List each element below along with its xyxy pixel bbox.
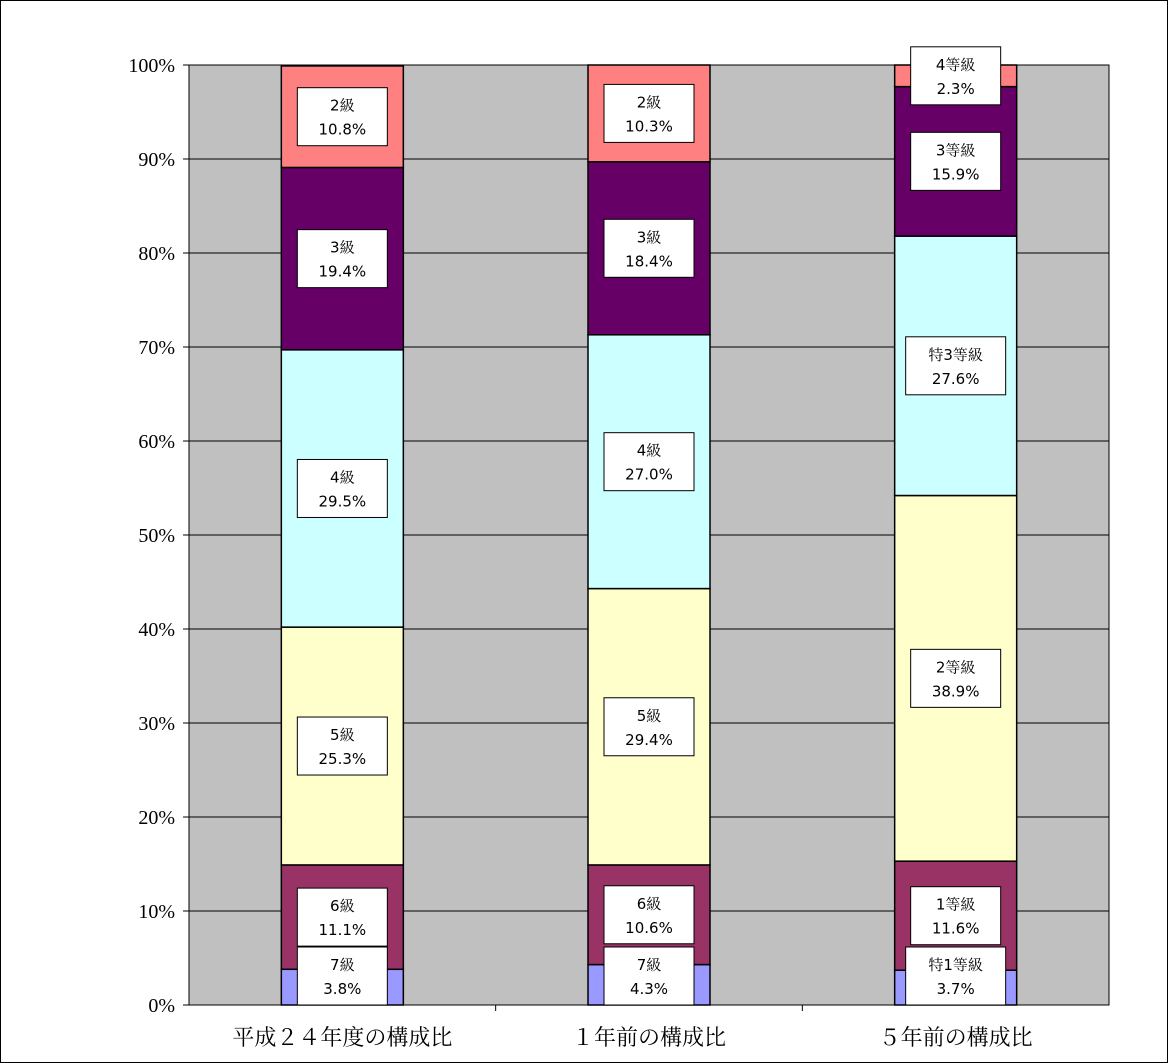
y-tick-label: 40% <box>138 619 175 641</box>
data-label-name: 2級 <box>330 96 355 115</box>
data-label-value: 29.5% <box>318 492 367 511</box>
data-label-name: 6級 <box>330 897 355 916</box>
y-tick-label: 70% <box>138 337 175 359</box>
y-tick-label: 0% <box>148 995 175 1017</box>
y-tick-label: 90% <box>138 149 175 171</box>
data-label <box>297 459 387 517</box>
data-label <box>604 947 694 1005</box>
data-label-value: 11.6% <box>931 919 980 938</box>
y-tick-label: 10% <box>138 901 175 923</box>
data-label-name: 7級 <box>330 956 355 974</box>
data-label-value: 10.8% <box>318 120 367 139</box>
data-label <box>604 433 694 491</box>
y-tick-label: 20% <box>138 807 175 829</box>
data-label-name: 特3等級 <box>928 345 983 364</box>
data-label-name: 5級 <box>330 726 355 745</box>
x-tick-label: 平成２４年度の構成比 <box>232 1025 453 1050</box>
data-label-name: 5級 <box>636 706 662 725</box>
data-label-name: 3級 <box>330 238 355 257</box>
data-label-name: 2等級 <box>935 658 976 677</box>
data-label-value: 4.3% <box>629 980 669 998</box>
data-label-value: 25.3% <box>318 750 367 769</box>
y-axis <box>128 55 189 1017</box>
data-label <box>911 47 1001 105</box>
data-label-value: 27.0% <box>625 465 673 484</box>
data-label-value: 10.3% <box>625 117 673 136</box>
data-label-name: 3等級 <box>935 141 976 160</box>
data-label-name: 1等級 <box>935 895 976 914</box>
data-label-value: 18.4% <box>625 252 673 271</box>
data-label <box>297 717 387 775</box>
data-label-value: 2.3% <box>936 79 975 98</box>
data-label-value: 3.7% <box>936 980 975 998</box>
bars <box>281 65 1016 1005</box>
y-tick-label: 100% <box>128 55 175 77</box>
data-label <box>297 947 387 1005</box>
data-label-name: 2級 <box>636 93 662 112</box>
data-label-name: 4等級 <box>935 55 976 74</box>
y-tick-label: 30% <box>138 713 175 735</box>
data-label-value: 19.4% <box>318 262 367 281</box>
y-tick-label: 50% <box>138 525 175 547</box>
data-label-value: 38.9% <box>931 682 980 701</box>
data-label <box>911 132 1001 190</box>
data-label <box>604 886 694 944</box>
stacked-bar-chart <box>1 1 1167 1062</box>
data-label <box>911 887 1001 945</box>
data-label <box>604 84 694 142</box>
x-axis <box>189 1005 1109 1050</box>
data-label-value: 15.9% <box>931 165 980 184</box>
data-label <box>297 230 387 288</box>
data-label <box>906 947 1006 1005</box>
x-tick-label: １年前の構成比 <box>571 1025 727 1050</box>
data-label-name: 4級 <box>636 441 662 460</box>
data-label-name: 3級 <box>636 228 662 247</box>
data-label <box>911 649 1001 707</box>
y-tick-label: 60% <box>138 431 175 453</box>
data-label-name: 6級 <box>636 894 662 913</box>
data-label <box>906 337 1006 395</box>
data-label <box>297 888 387 946</box>
data-label-value: 11.1% <box>318 921 367 940</box>
x-tick-label: ５年前の構成比 <box>878 1025 1033 1050</box>
data-label-value: 10.6% <box>625 918 673 937</box>
data-label-name: 7級 <box>636 956 662 974</box>
data-label <box>604 219 694 277</box>
data-label <box>604 698 694 756</box>
data-label-name: 特1等級 <box>928 956 983 974</box>
data-label-value: 27.6% <box>931 369 980 388</box>
data-label-value: 3.8% <box>323 980 362 998</box>
data-label-name: 4級 <box>330 468 355 487</box>
data-label-value: 29.4% <box>625 730 673 749</box>
y-tick-label: 80% <box>138 243 175 265</box>
data-label <box>297 88 387 146</box>
